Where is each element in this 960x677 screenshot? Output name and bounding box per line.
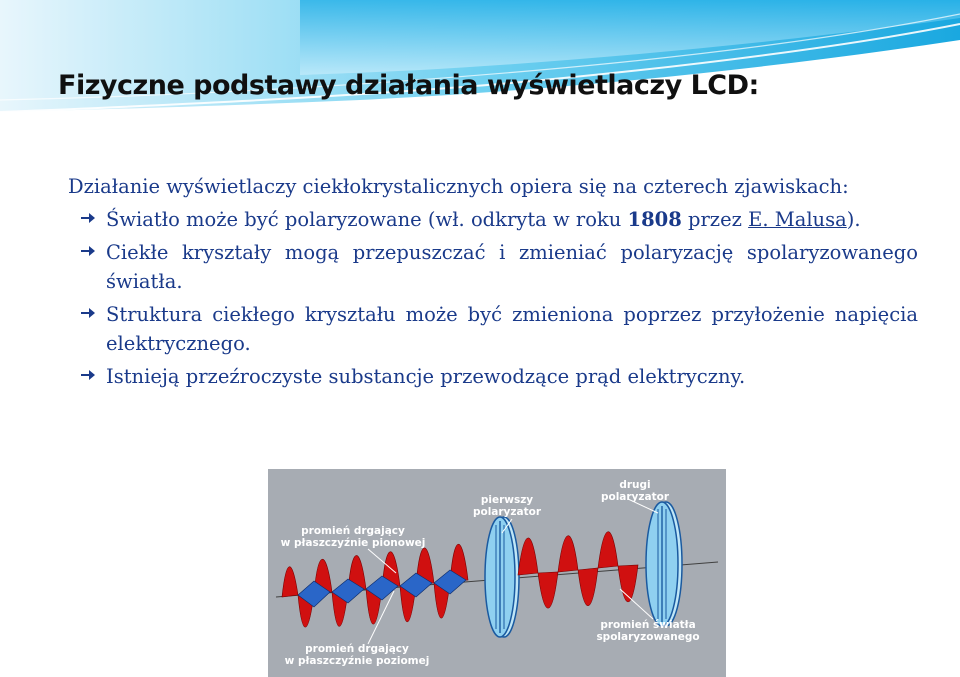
arrow-bullet-icon [80, 307, 96, 319]
bullet-1-year: 1808 [627, 208, 682, 231]
bullet-1-mid: przez [681, 208, 749, 231]
arrow-bullet-icon [80, 245, 96, 257]
label-polarized-ray: promień światła spolaryzowanego [596, 619, 700, 643]
bullet-item-conductors [68, 362, 918, 391]
label-horizontal-ray: promień drgający w płaszczyźnie poziomej [284, 643, 430, 667]
label-first-polarizer: pierwszy polaryzator [472, 494, 542, 518]
bullet-2-text: Ciekłe kryształy mogą przepuszczać i zmieniać polaryzację spolaryzowanego światła. [106, 241, 918, 293]
bullet-item-structure [68, 300, 918, 358]
label-second-polarizer: drugi polaryzator [600, 479, 670, 503]
bullet-item-liquid-crystals [68, 238, 918, 296]
bullet-4-text: Istnieją przeźroczyste substancje przewodzące prąd elektryczny. [106, 365, 746, 388]
polarization-figure [268, 469, 726, 677]
intro-paragraph: Działanie wyświetlaczy ciekłokrystalicznych opiera się na czterech zjawiskach: [68, 175, 849, 198]
label-vertical-ray: promień drgający w płaszczyźnie pionowej [280, 525, 426, 549]
bullet-list [68, 205, 918, 391]
polarized-wave [518, 532, 638, 608]
first-polarizer [485, 517, 519, 637]
slide-content [68, 172, 918, 391]
second-polarizer [646, 502, 682, 626]
arrow-bullet-icon [80, 369, 96, 381]
bullet-1-text: Światło może być polaryzowane (wł. odkryta w roku [106, 208, 628, 231]
bullet-1-end: ). [846, 208, 861, 231]
arrow-bullet-icon [80, 212, 96, 224]
bullet-3-text: Struktura ciekłego kryształu może być zmieniona poprzez przyłożenie napięcia elektrycznego. [106, 303, 918, 355]
malus-link[interactable]: E. Malusa [748, 208, 847, 231]
slide-title: Fizyczne podstawy działania wyświetlaczy LCD: [58, 70, 759, 101]
bullet-item-polarization [68, 205, 918, 234]
